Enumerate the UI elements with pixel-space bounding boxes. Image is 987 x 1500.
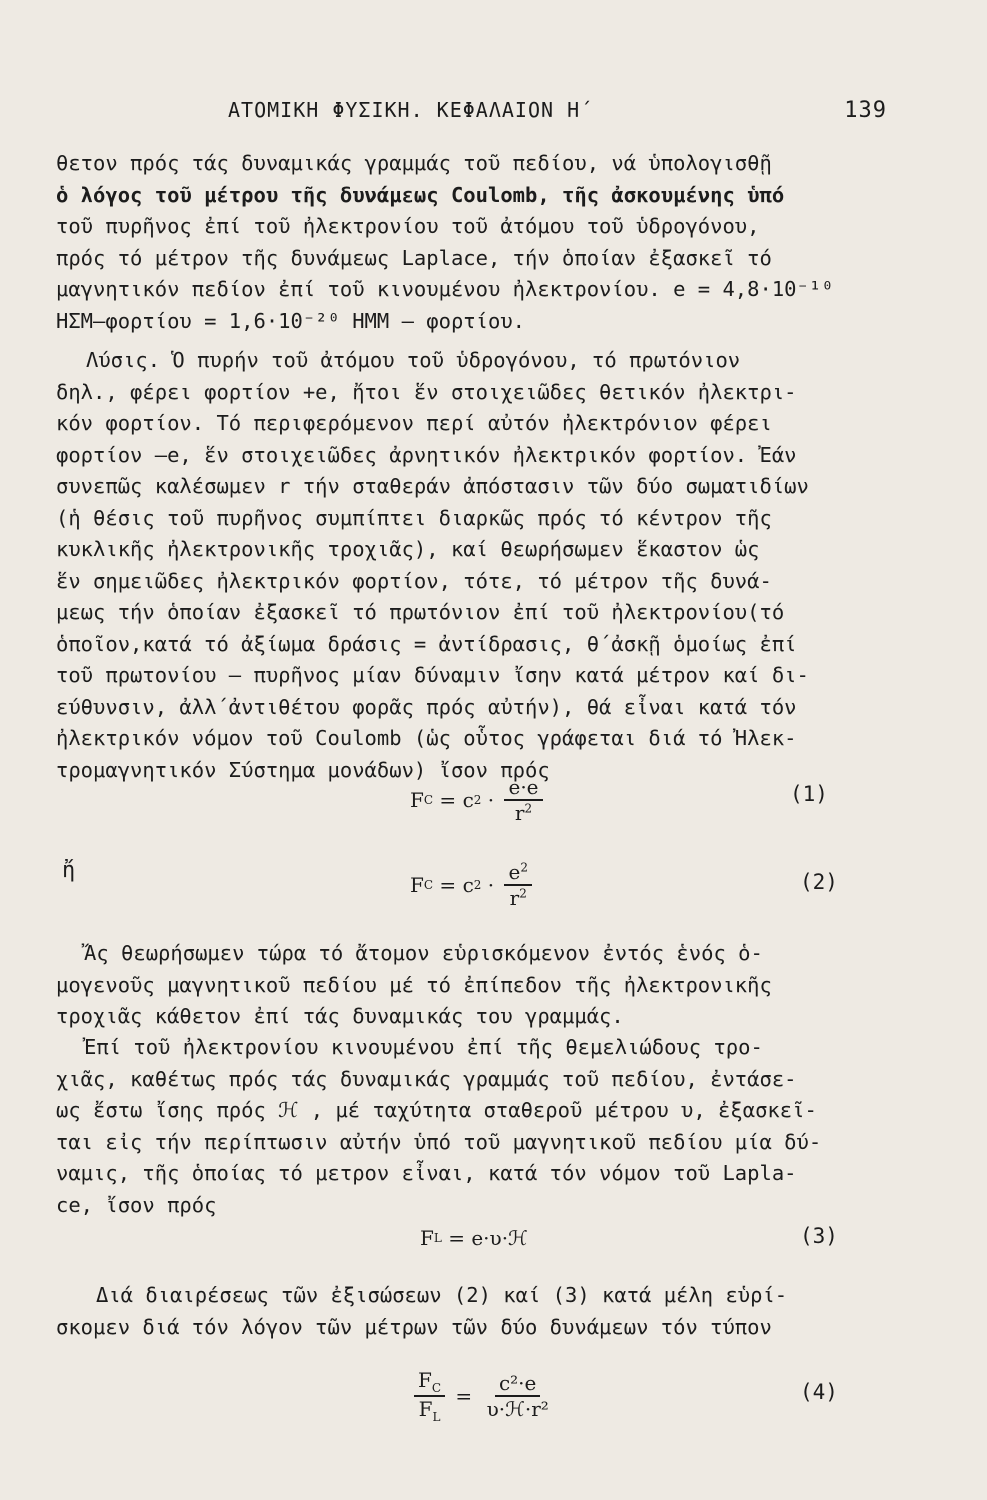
- text-line: Διά διαιρέσεως τῶν ἐξισώσεων (2) καί (3) κατά μέλη εὑρί-: [96, 1283, 788, 1307]
- equation-4: $\frac{F_C}{F_L}$ = $\frac{\text{c²·e}}{\text{υ·ℋ·r²}}$: [410, 1368, 557, 1424]
- eq-subscript: L: [433, 1231, 442, 1245]
- eq-numerator: $e^2$: [504, 860, 531, 886]
- text-line: ἠλεκτρικόν νόμον τοῦ Coulomb (ὡς οὗτος γράφεται διά τό Ἠλεκ-: [56, 726, 797, 750]
- eq-subscript: C: [423, 793, 434, 807]
- text-line: τροχιᾶς κάθετον ἐπί τάς δυναμικάς του γραμμάς.: [56, 1004, 624, 1028]
- text-line: ὁποῖον,κατά τό ἀξίωμα δράσις = ἀντίδρασις, θ΄ἀσκῇ ὁμοίως ἐπί: [56, 631, 797, 656]
- text-line: μαγνητικόν πεδίον ἐπί τοῦ κινουμένου ἠλεκτρονίου. e = 4,8·10⁻¹⁰: [56, 277, 834, 301]
- text-line: τρομαγνητικόν Σύστημα μονάδων) ἴσον πρός: [56, 757, 550, 782]
- eq-subscript: C: [423, 878, 434, 892]
- eq-denominator: $r^2$: [509, 886, 527, 910]
- eq-denominator: $r^2$: [514, 801, 533, 825]
- eq-denominator: $F_L$: [418, 1397, 441, 1424]
- page-number: 139: [844, 98, 887, 123]
- text-line: δηλ., φέρει φορτίον +e, ἤτοι ἕν στοιχειῶδες θετικόν ἠλεκτρι-: [56, 379, 797, 404]
- eq-symbol: F: [420, 1226, 434, 1250]
- eq-coefficient: c: [462, 788, 474, 812]
- eq-rhs: e·υ·ℋ: [471, 1226, 528, 1250]
- text-line: ce, ἴσον πρός: [56, 1192, 217, 1217]
- eq-numerator: e·e: [504, 775, 542, 801]
- text-line: ται εἰς τήν περίπτωσιν αὐτήν ὑπό τοῦ μαγνητικοῦ πεδίου μία δύ-: [56, 1129, 822, 1154]
- running-header: [228, 98, 907, 122]
- text-line: ΗΣΜ–φορτίου = 1,6·10⁻²⁰ ΗΜΜ – φορτίου.: [56, 308, 525, 333]
- text-line: θετον πρός τάς δυναμικάς γραμμάς τοῦ πεδίου, νά ὑπολογισθῇ: [56, 151, 772, 175]
- text-line: μεως τήν ὁποίαν ἐξασκεῖ τό πρωτόνιον ἐπί τοῦ ἠλεκτρονίου(τό: [56, 600, 785, 624]
- paragraph-problem: [56, 148, 916, 337]
- text-line: (ἡ θέσις τοῦ πυρῆνος συμπίπτει διαρκῶς πρός τό κέντρον τῆς: [56, 505, 772, 530]
- eq-fraction: [504, 775, 542, 825]
- text-line: Λύσις. Ὁ πυρήν τοῦ ἀτόμου τοῦ ὑδρογόνου, τό πρωτόνιον: [86, 348, 741, 372]
- paragraph-solution: [56, 345, 916, 786]
- eq-symbol: F: [410, 873, 424, 897]
- equation-3: F L = e·υ·ℋ: [420, 1226, 528, 1250]
- equation-label: (3): [800, 1224, 838, 1248]
- eq-coefficient: c: [462, 873, 474, 897]
- chapter-title: ΑΤΟΜΙΚΗ ΦΥΣΙΚΗ. ΚΕΦΑΛΑΙΟΝ Η΄: [228, 98, 594, 122]
- text-line: ως ἔστω ἴσης πρός ℋ , μέ ταχύτητα σταθεροῦ μέτρου υ, ἐξασκεῖ-: [56, 1098, 817, 1122]
- text-line: τοῦ πυρῆνος ἐπί τοῦ ἠλεκτρονίου τοῦ ἀτόμου τοῦ ὑδρογόνου,: [56, 214, 760, 238]
- text-line: φορτίον –e, ἕν στοιχειῶδες ἀρνητικόν ἠλεκτρικόν φορτίον. Ἐάν: [56, 442, 797, 467]
- text-line: ὁ λόγος τοῦ μέτρου τῆς δυνάμεως Coulomb, τῆς ἀσκουμένης ὑπό: [56, 182, 785, 207]
- conjunction-or: ἤ: [62, 858, 76, 883]
- equation-1: F C = c 2 · $\frac{e\cdot e}{r^2}$: [410, 775, 547, 825]
- text-line: τοῦ πρωτονίου – πυρῆνος μίαν δύναμιν ἴσην κατά μέτρον καί δι-: [56, 663, 809, 687]
- text-line: μογενοῦς μαγνητικοῦ πεδίου μέ τό ἐπίπεδον τῆς ἠλεκτρονικῆς: [56, 972, 772, 997]
- text-line: Ἄς θεωρήσωμεν τώρα τό ἄτομον εὑρισκόμενον ἐντός ἑνός ὁ-: [84, 941, 763, 965]
- eq-numerator: c²·e: [495, 1371, 540, 1397]
- eq-symbol: F: [410, 788, 424, 812]
- equation-label: (4): [800, 1380, 838, 1404]
- text-line: σκομεν διά τόν λόγον τῶν μέτρων τῶν δύο δυνάμεων τόν τύπον: [56, 1314, 772, 1339]
- text-line: κόν φορτίον. Τό περιφερόμενον περί αὐτόν ἠλεκτρόνιον φέρει: [56, 411, 772, 435]
- eq-fraction-left: [414, 1368, 445, 1424]
- equation-label: (2): [800, 870, 838, 894]
- text-line: χιᾶς, καθέτως πρός τάς δυναμικάς γραμμάς τοῦ πεδίου, ἐντάσε-: [56, 1066, 797, 1091]
- eq-denominator: υ·ℋ·r²: [486, 1397, 549, 1421]
- text-line: κυκλικῆς ἠλεκτρονικῆς τροχιᾶς), καί θεωρήσωμεν ἕκαστον ὡς: [56, 537, 760, 561]
- eq-fraction-right: [483, 1371, 553, 1421]
- eq-numerator: $F_C$: [414, 1368, 445, 1397]
- text-line: ἕν σημειῶδες ἠλεκτρικόν φορτίον, τότε, τό μέτρον τῆς δυνά-: [56, 568, 772, 593]
- text-line: συνεπῶς καλέσωμεν r τήν σταθεράν ἀπόστασιν τῶν δύο σωματιδίων: [56, 474, 809, 498]
- equation-label: (1): [790, 782, 828, 806]
- text-line: εύθυνσιν, ἀλλ΄ἀντιθέτου φορᾶς πρός αὐτήν), θά εἶναι κατά τόν: [56, 694, 797, 719]
- eq-fraction: [504, 860, 531, 910]
- text-line: Ἐπί τοῦ ἠλεκτρονίου κινουμένου ἐπί τῆς θεμελιώδους τρο-: [84, 1035, 763, 1059]
- paragraph-ratio: [56, 1280, 916, 1343]
- text-line: πρός τό μέτρον τῆς δυνάμεως Laplace, τήν ὁποίαν ἐξασκεῖ τό: [56, 245, 772, 270]
- paragraph-laplace: [56, 1032, 916, 1221]
- text-line: ναμις, τῆς ὁποίας τό μετρον εἶναι, κατά τόν νόμον τοῦ Lapla-: [56, 1161, 797, 1185]
- paragraph-magnetic-field: [56, 938, 916, 1033]
- equation-2: F C = c 2 · $\frac{e^2}{r^2}$: [410, 860, 536, 910]
